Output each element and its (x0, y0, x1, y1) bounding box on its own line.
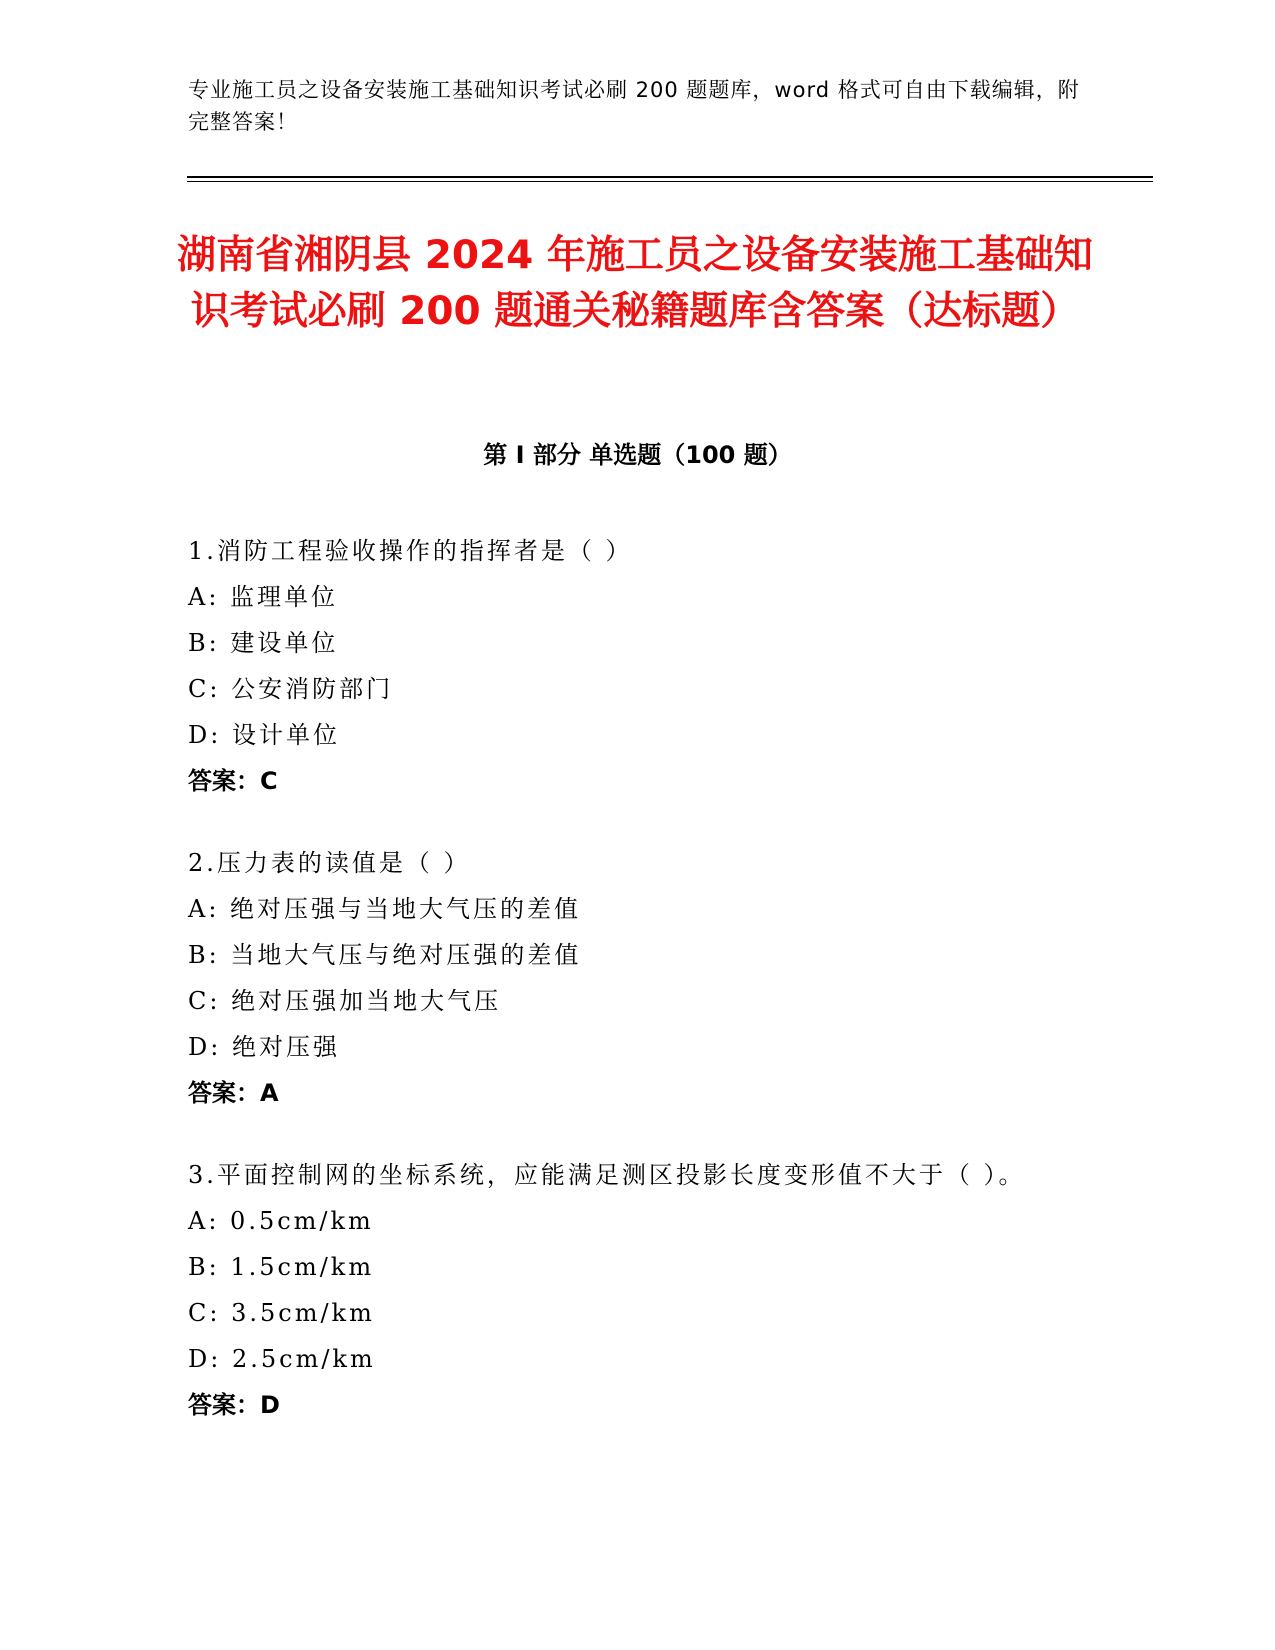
option-a: A: 0.5cm/km (188, 1207, 374, 1235)
question-stem: 1.消防工程验收操作的指挥者是（ ） (188, 537, 633, 565)
option-d: D: 2.5cm/km (188, 1345, 376, 1373)
option-d: D: 绝对压强 (188, 1033, 340, 1061)
header-note: 专业施工员之设备安装施工基础知识考试必刷 200 题题库，word 格式可自由下载编辑，附完整答案！ (188, 78, 1080, 134)
header-divider-thin (187, 181, 1153, 182)
option-b: B: 建设单位 (188, 629, 339, 657)
question-stem: 3.平面控制网的坐标系统，应能满足测区投影长度变形值不大于（ ）。 (188, 1161, 1026, 1189)
question-3 (188, 1152, 1088, 1428)
option-c: C: 3.5cm/km (188, 1299, 375, 1327)
option-c: C: 绝对压强加当地大气压 (188, 987, 502, 1015)
section-heading: 第 I 部分 单选题（100 题） (483, 441, 792, 469)
answer: 答案：A (188, 1079, 279, 1107)
header-divider-thick (187, 176, 1153, 178)
question-stem: 2.压力表的读值是（ ） (188, 849, 471, 877)
option-a: A: 监理单位 (188, 583, 339, 611)
question-2 (188, 840, 1088, 1116)
answer: 答案：D (188, 1391, 280, 1419)
answer: 答案：C (188, 767, 278, 795)
option-a: A: 绝对压强与当地大气压的差值 (188, 895, 582, 923)
option-b: B: 当地大气压与绝对压强的差值 (188, 941, 582, 969)
option-d: D: 设计单位 (188, 721, 340, 749)
question-list (188, 528, 1088, 1464)
question-1 (188, 528, 1088, 804)
document-title: 湖南省湘阴县 2024 年施工员之设备安装施工基础知识考试必刷 200 题通关秘籍题库含答案（达标题） (177, 233, 1093, 334)
option-c: C: 公安消防部门 (188, 675, 394, 703)
option-b: B: 1.5cm/km (188, 1253, 375, 1281)
